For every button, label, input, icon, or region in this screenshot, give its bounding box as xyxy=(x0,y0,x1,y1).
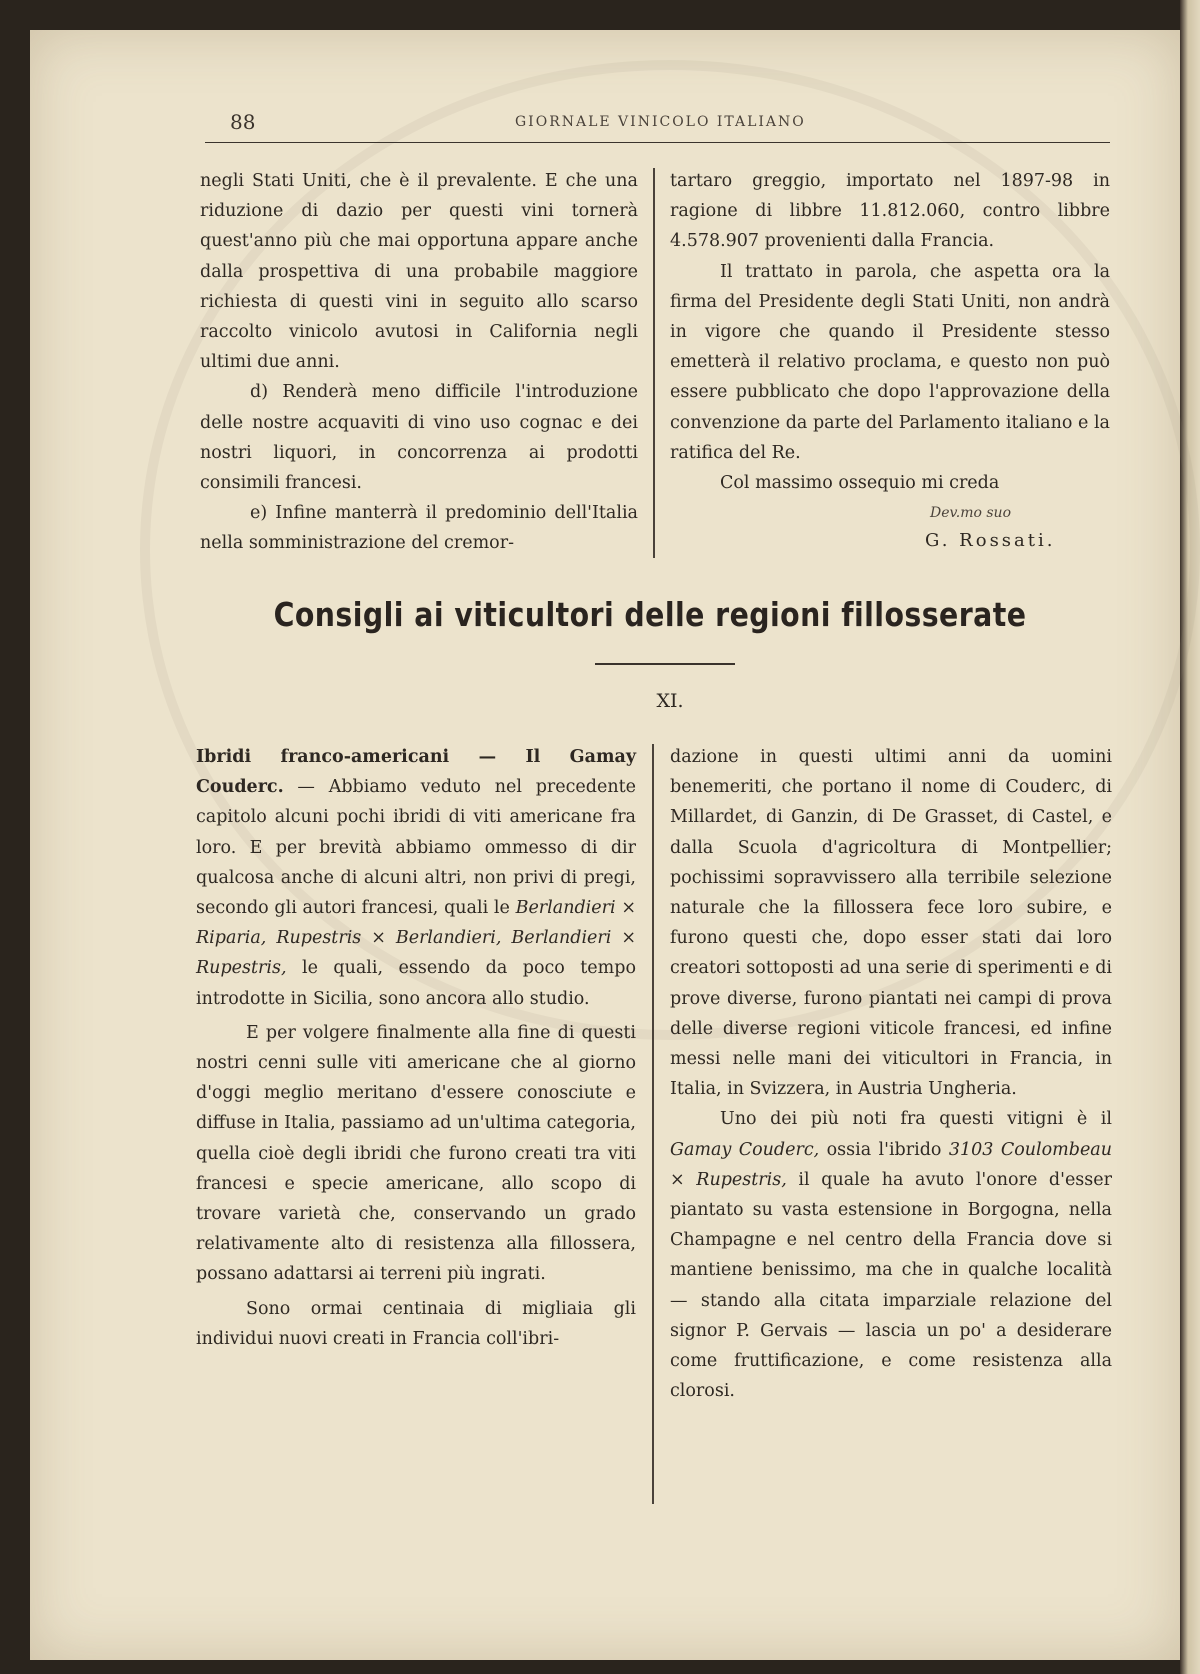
article-left-column xyxy=(196,742,636,1354)
prev-article-right-column xyxy=(670,166,1110,498)
text-span: — Abbiamo veduto nel precedente capitolo alcuni pochi ibridi di viti americane fra loro. E per brevità abbiamo ommesso di dir qualcosa anche di alcuni altri, non privi di pregi, secondo gli autori francesi, quali le xyxy=(196,777,636,919)
column-divider xyxy=(652,744,654,1504)
prev-article-left-column xyxy=(200,166,638,559)
italic-text: 3103 Coulombeau × Rupestris, xyxy=(670,1139,1113,1190)
article-title: Consigli ai viticultori delle regioni fillosserate xyxy=(273,595,1027,634)
lead-heading: Ibridi franco-americani — Il Gamay Couderc. xyxy=(196,747,636,798)
paragraph: d) Renderà meno difficile l'introduzione delle nostre acquaviti di vino uso cognac e dei nostri liquori, in concorrenza ai prodotti consimili francesi. xyxy=(200,382,638,494)
signature-name: G. Rossati. xyxy=(925,530,1056,551)
paragraph xyxy=(196,742,636,1014)
paragraph xyxy=(670,1104,1112,1406)
page-number: 88 xyxy=(230,110,256,134)
paragraph: E per volgere finalmente alla fine di questi nostri cenni sulle viti americane che al giorno d'oggi meglio meritano d'essere conosciute e diffuse in Italia, passiamo ad un'ultima categoria, quella cioè degli ibridi che furono creati tra viti francesi e specie americane, allo scopo di trovare varietà che, conservando un grado relativamente alto di resistenza alla fillossera, possano adattarsi ai terreni più ingrati. xyxy=(196,1022,636,1285)
text-span: ossia l'ibrido xyxy=(819,1139,949,1160)
paragraph: dazione in questi ultimi anni da uomini benemeriti, che portano il nome di Couderc, di Millardet, di Ganzin, di De Grasset, di Castel, e dalla Scuola d'agricoltura di Montpellier; pochissimi sopravvissero alla terribile selezione naturale che la fillossera fece loro subire, e furono questi che, dopo esser stati dai loro creatori sottoposti ad una serie di sperimenti e di prove diverse, furono piantati nei campi di prova delle diverse regioni viticole francesi, ed infine messi nelle mani dei viticultori in Francia, in Italia, in Svizzera, in Austria Ungheria. xyxy=(670,747,1112,1100)
column-divider xyxy=(653,168,655,558)
paragraph: tartaro greggio, importato nel 1897-98 in ragione di libbre 11.812.060, contro libbre 4.578.907 provenienti dalla Francia. xyxy=(670,171,1110,252)
paragraph: Il trattato in parola, che aspetta ora la firma del Presidente degli Stati Uniti, non andrà in vigore che quando il Presidente stesso emetterà il relativo proclama, e questo non può essere pubblicato che dopo l'approvazione della convenzione da parte del Parlamento italiano e la ratifica del Re. xyxy=(670,261,1110,463)
paragraph: Col massimo ossequio mi creda xyxy=(720,473,1000,494)
text-span: il quale ha avuto l'onore d'esser piantato su vasta estensione in Borgogna, nella Champagne e nel centro della Francia dove si mantiene benissimo, ma che in qualche località — stando alla citata imparziale relazione del signor P. Gervais — lascia un po' a desiderare come fruttificazione, e come resistenza alla clorosi. xyxy=(670,1169,1112,1402)
journal-title: GIORNALE VINICOLO ITALIANO xyxy=(515,114,806,130)
page-edge xyxy=(1180,0,1200,1674)
article-right-column xyxy=(670,742,1112,1406)
signature-salutation: Dev.mo suo xyxy=(930,505,1011,521)
italic-text: Berlandieri × Riparia, Rupestris × Berlandieri, Berlandieri × Rupestris, xyxy=(196,898,636,979)
text-span: Uno dei più noti fra questi vitigni è il xyxy=(720,1109,1112,1130)
running-header xyxy=(205,80,1110,143)
paragraph: negli Stati Uniti, che è il prevalente. E che una riduzione di dazio per questi vini tornerà quest'anno più che mai opportuna appare anche dalla prospettiva di una probabile maggiore richiesta di questi vini in seguito allo scarso raccolto vinicolo avutosi in California negli ultimi due anni. xyxy=(200,171,638,373)
italic-text: Gamay Couderc, xyxy=(670,1139,820,1160)
paragraph: Sono ormai centinaia di migliaia gli individui nuovi creati in Francia coll'ibri- xyxy=(196,1298,636,1349)
paragraph: e) Infine manterrà il predominio dell'Italia nella somministrazione del cremor- xyxy=(200,503,638,554)
section-number: XI. xyxy=(656,690,684,712)
title-rule xyxy=(595,663,735,665)
text-span: le quali, essendo da poco tempo introdotte in Sicilia, sono ancora allo studio. xyxy=(196,958,636,1009)
